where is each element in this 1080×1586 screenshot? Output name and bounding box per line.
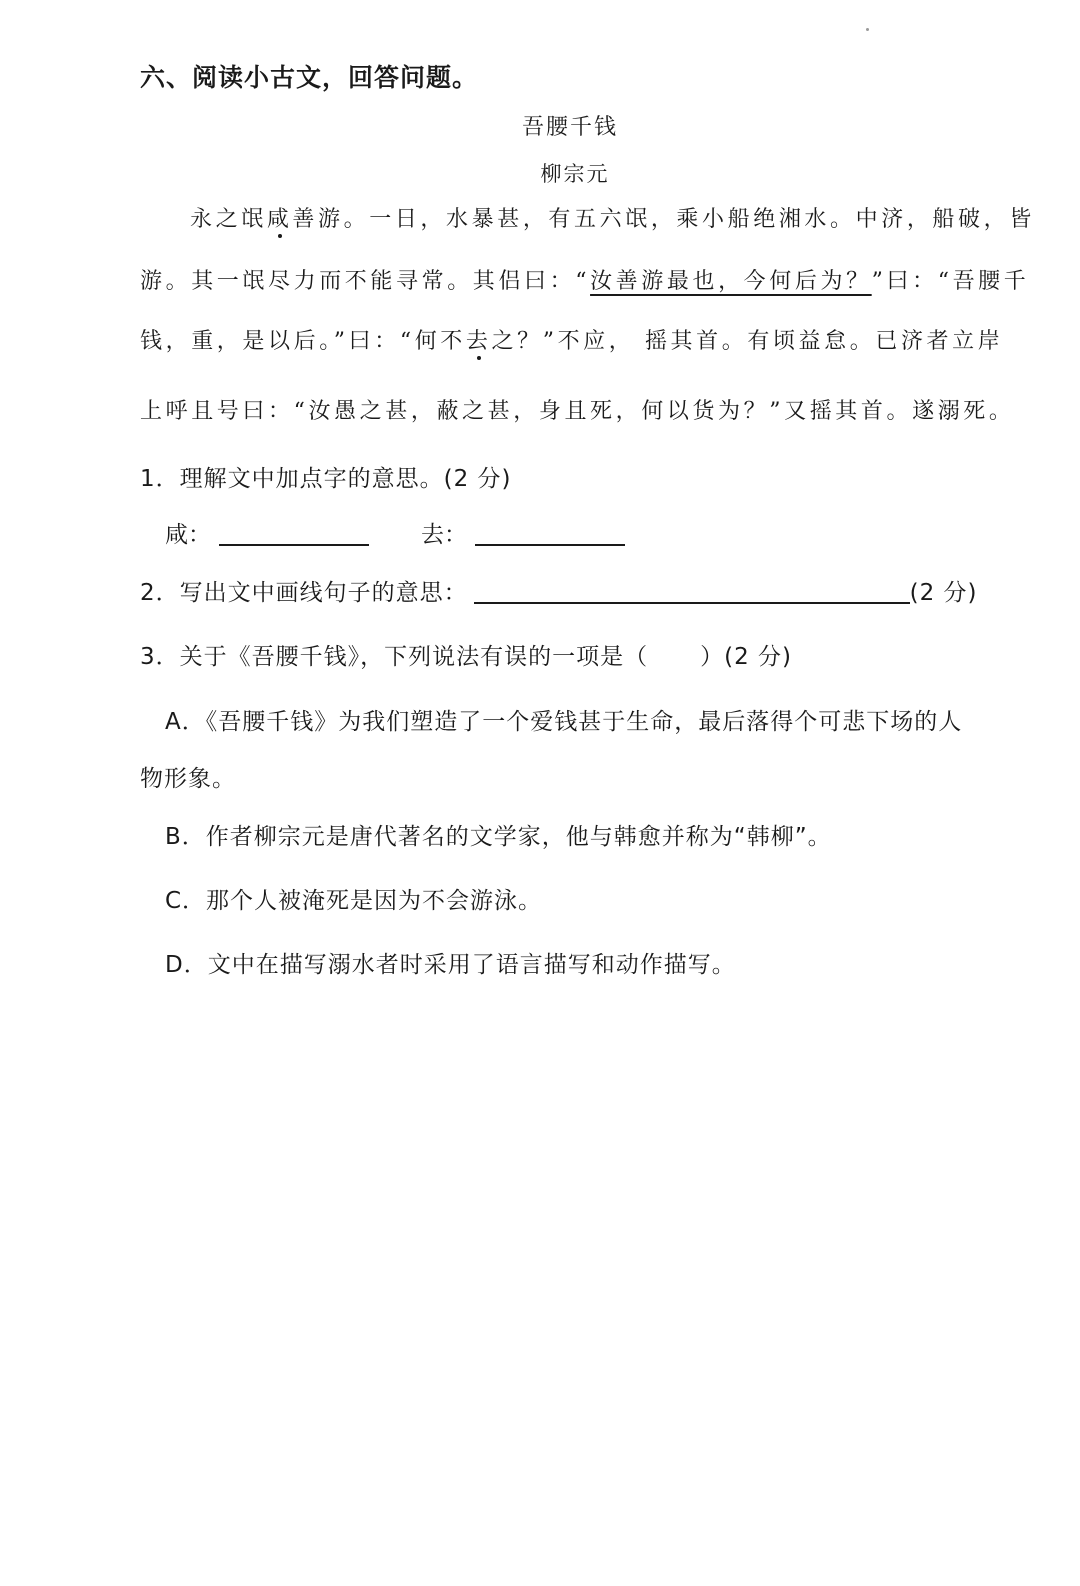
option-b: B．作者柳宗元是唐代著名的文学家，他与韩愈并称为“韩柳”。: [165, 824, 832, 850]
answer-blank-xian[interactable]: [219, 520, 369, 546]
question-3-text: 3．关于《吾腰千钱》，下列说法有误的一项是（: [140, 644, 649, 670]
answer-label-qu: 去：: [421, 522, 467, 548]
passage-title: 吾腰千钱: [521, 115, 618, 140]
question-2-score: (2 分): [909, 580, 978, 606]
question-2: [140, 574, 978, 607]
question-3: [140, 638, 792, 671]
question-3-score: ）(2 分): [700, 644, 793, 670]
passage-text: 永之氓: [190, 207, 267, 232]
question-1: 1．理解文中加点字的意思。(2 分): [140, 466, 512, 492]
option-d: D．文中在描写溺水者时采用了语言描写和动作描写。: [165, 952, 736, 978]
answer-blank-qu[interactable]: [475, 520, 625, 546]
passage-text: 钱，重，是以后。”曰：“何不: [140, 329, 466, 354]
section-heading: 六、阅读小古文，回答问题。: [140, 63, 479, 92]
question-1-answers: [165, 516, 625, 549]
dotted-character: 咸: [267, 202, 293, 233]
underlined-sentence: 汝善游最也，今何后为？: [590, 269, 872, 294]
passage-text: 善游。一日，水暴甚，有五六氓，乘小船绝湘水。中济，船破，皆: [292, 207, 1035, 232]
option-a-continued: 物形象。: [140, 766, 236, 792]
scan-speck: [866, 28, 869, 31]
answer-blank-translation[interactable]: [474, 578, 910, 604]
option-a: A．《吾腰千钱》为我们塑造了一个爱钱甚于生命，最后落得个可悲下场的人: [165, 709, 963, 735]
passage-text: 之？”不应， 摇其首。有顷益怠。已济者立岸: [491, 329, 1004, 354]
question-2-text: 2．写出文中画线句子的意思：: [140, 580, 468, 606]
answer-label-xian: 咸：: [165, 522, 211, 548]
passage-line-4: 上呼且号曰：“汝愚之甚，蔽之甚，身且死，何以货为？”又摇其首。遂溺死。: [140, 399, 1015, 424]
passage-text: 游。其一氓尽力而不能寻常。其侣曰：“: [140, 269, 591, 294]
passage-line-1: [190, 202, 1035, 233]
dotted-character: 去: [466, 324, 492, 355]
passage-text: ”曰：“吾腰千: [871, 269, 1030, 294]
passage-line-3: [140, 324, 1003, 355]
option-c: C．那个人被淹死是因为不会游泳。: [165, 888, 543, 914]
passage-author: 柳宗元: [540, 162, 610, 186]
passage-line-2: [140, 264, 1029, 295]
